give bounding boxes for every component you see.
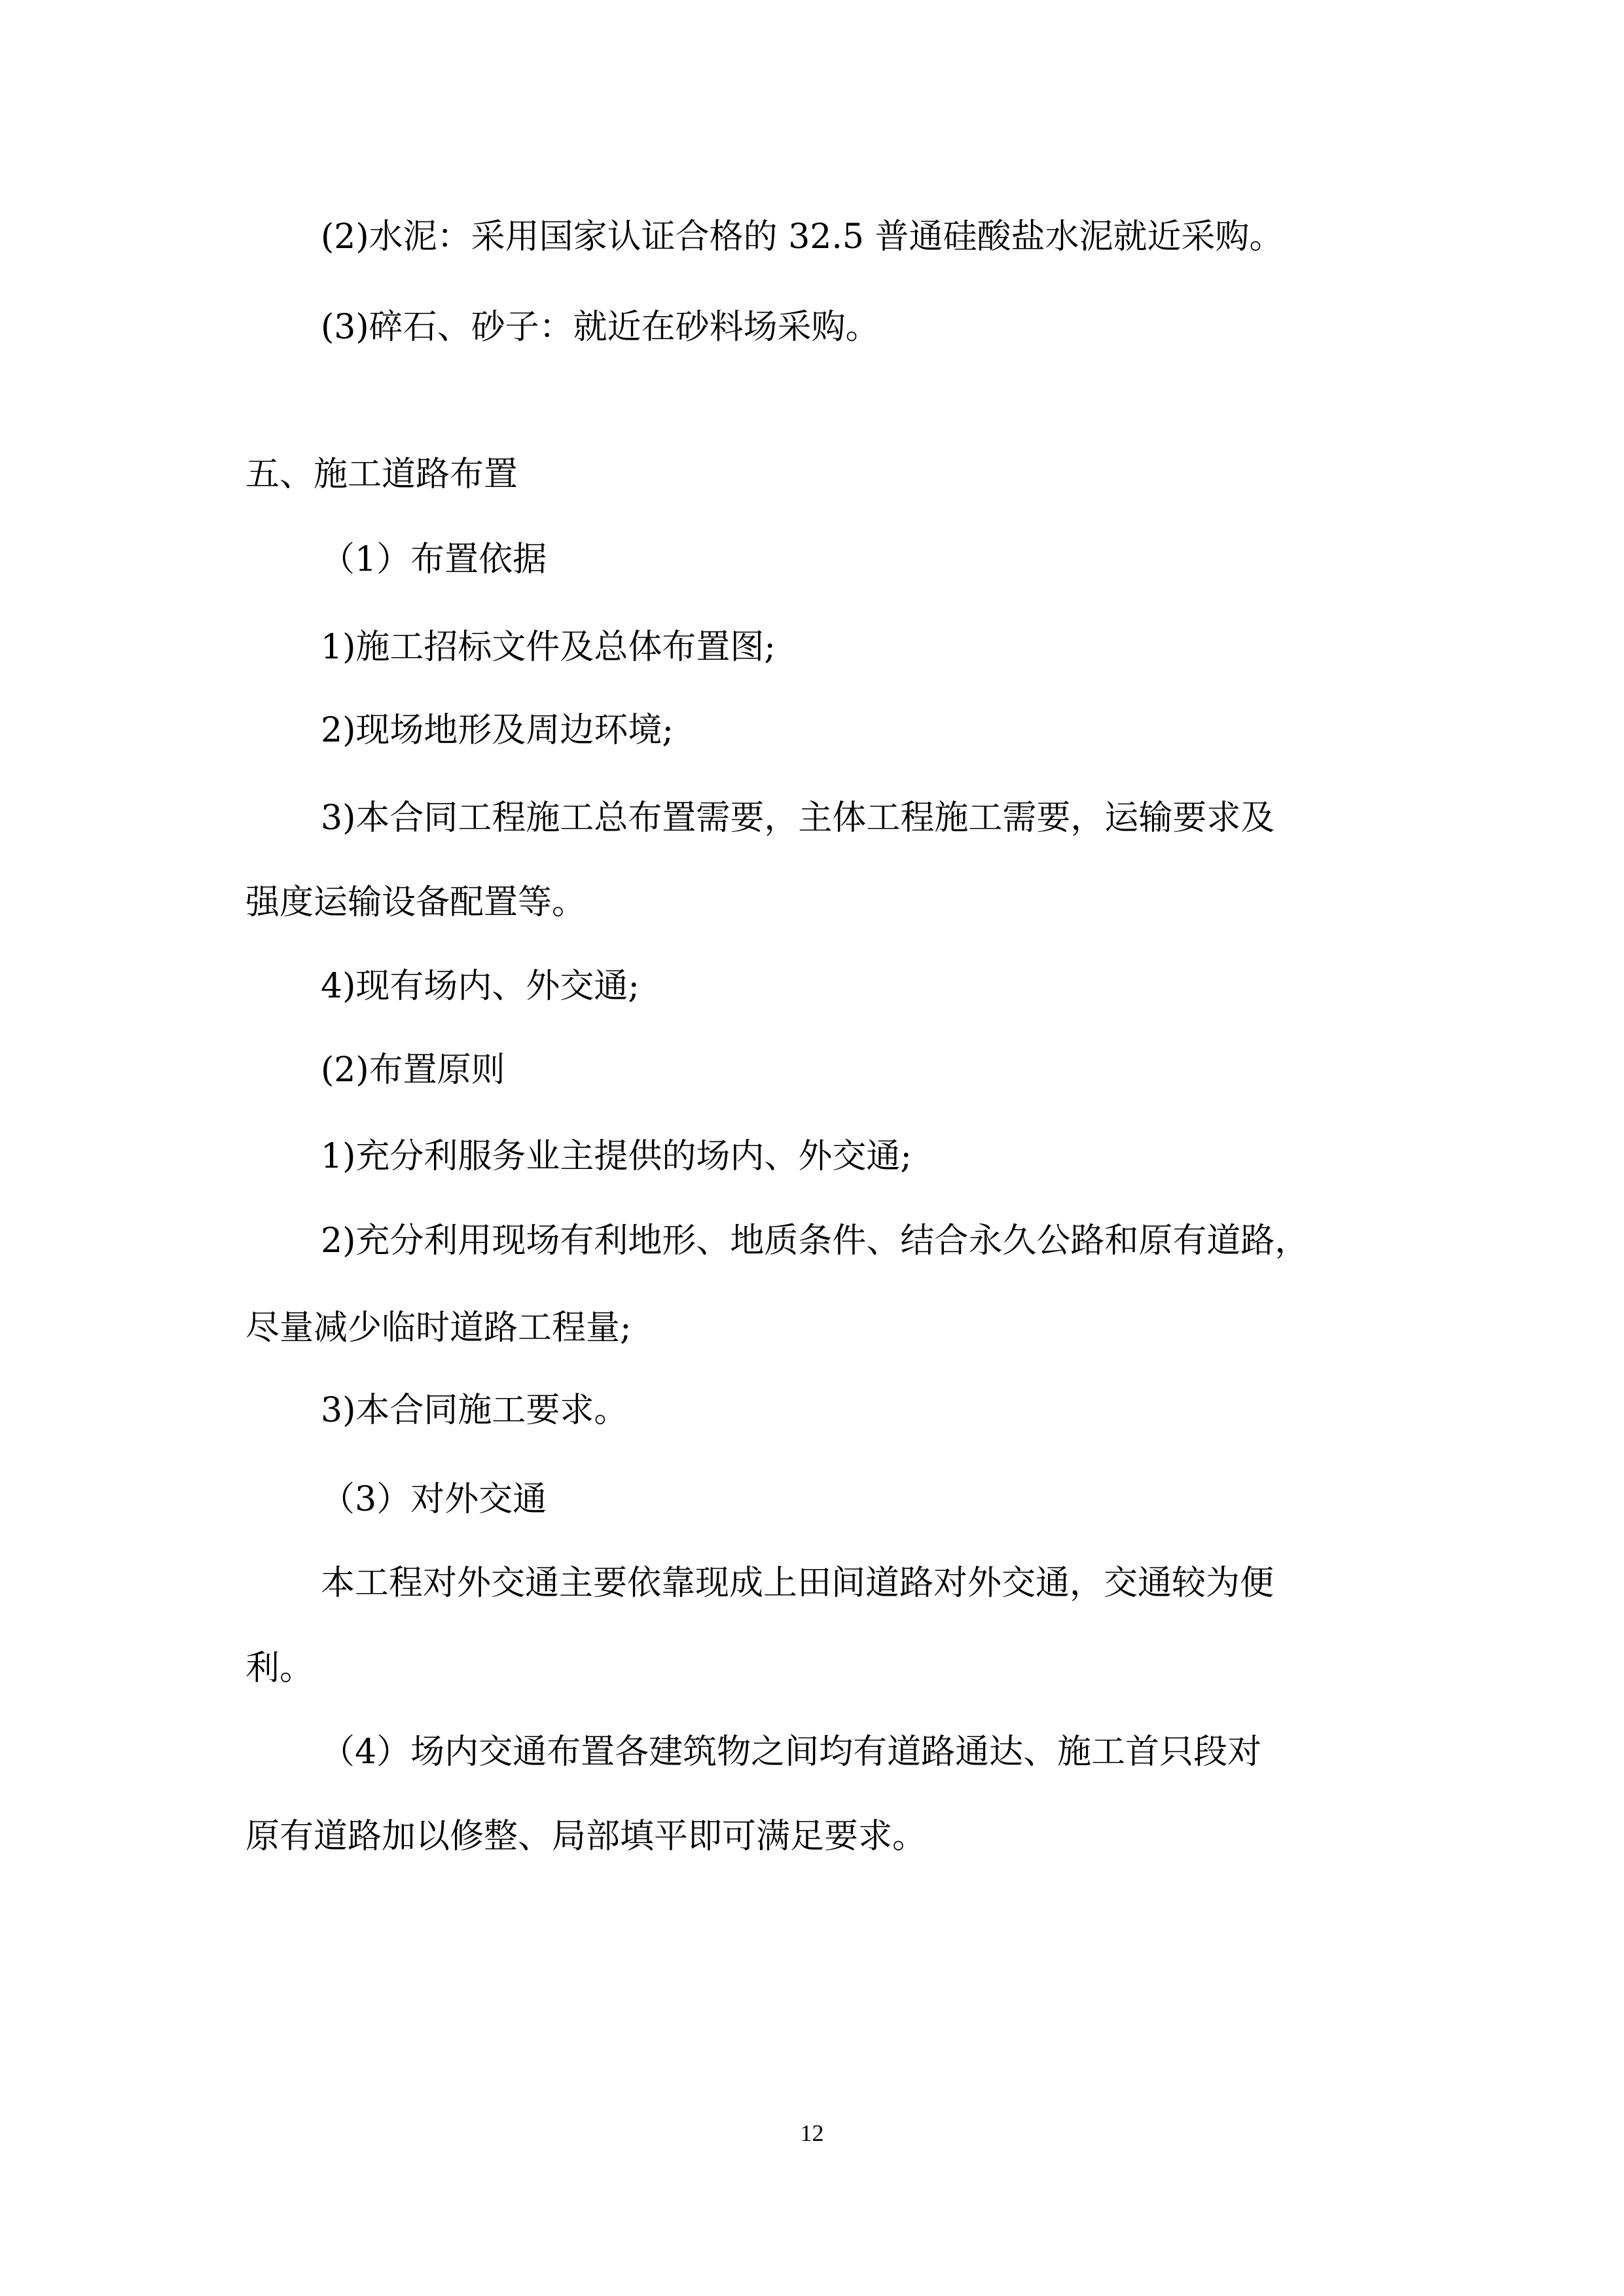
basis-item-4: 4)现有场内、外交通;	[321, 967, 640, 1006]
subheading-layout-principles: (2)布置原则	[321, 1050, 505, 1090]
internal-traffic-line-2: 原有道路加以修整、局部填平即可满足要求。	[245, 1817, 927, 1856]
principle-item-3: 3)本合同施工要求。	[321, 1391, 628, 1430]
external-traffic-line-1: 本工程对外交通主要依靠现成上田间道路对外交通，交通较为便	[321, 1564, 1274, 1603]
principle-item-2-line-1: 2)充分利用现场有利地形、地质条件、结合永久公路和原有道路，	[321, 1221, 1309, 1261]
basis-item-3-line-1: 3)本合同工程施工总布置需要，主体工程施工需要，运输要求及	[321, 798, 1275, 838]
basis-item-3-line-2: 强度运输设备配置等。	[245, 883, 586, 922]
principle-item-1: 1)充分利服务业主提供的场内、外交通;	[321, 1137, 912, 1176]
principle-item-2-line-2: 尽量减少临时道路工程量;	[245, 1308, 632, 1348]
external-traffic-line-2: 利。	[245, 1649, 314, 1688]
paragraph-gravel-sand: (3)碎石、砂子：就近在砂料场采购。	[321, 308, 880, 347]
basis-item-2: 2)现场地形及周边环境;	[321, 711, 674, 750]
subheading-layout-basis: （1）布置依据	[321, 540, 547, 579]
basis-item-1: 1)施工招标文件及总体布置图;	[321, 628, 776, 667]
section-heading-road-layout: 五、施工道路布置	[245, 455, 518, 494]
internal-traffic-line-1: （4）场内交通布置各建筑物之间均有道路通达、施工首只段对	[321, 1732, 1262, 1772]
subheading-external-traffic: （3）对外交通	[321, 1480, 547, 1519]
paragraph-cement: (2)水泥：采用国家认证合格的 32.5 普通硅酸盐水泥就近采购。	[321, 217, 1284, 257]
page-number: 12	[800, 2120, 824, 2146]
